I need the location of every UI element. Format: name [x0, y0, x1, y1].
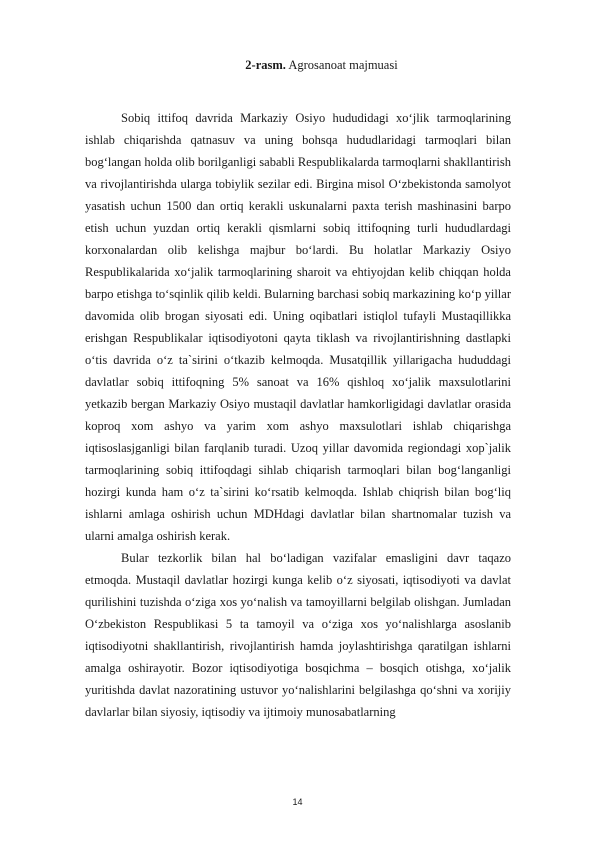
figure-caption-number: 2-rasm. — [245, 58, 286, 72]
paragraph: Bular tezkorlik bilan hal bo‘ladigan vazifalar emasligini davr taqazo etmoqda. Mustaqil davlatlar hozirgi kunga kelib o‘z siyosati, iqtisodiyoti va davlat qurilishini tuzishda o‘ziga xos yo‘nalish va tamoyillarni belgilab olishgan. Jumladan O‘zbekiston Respublikasi 5 ta tamoyil va o‘ziga xos yo‘nalishlarga asoslanib iqtisodiyotni shakllantirish, rivojlantirish hamda joylashtirishga qaratilgan ishlarni amalga oshirayotir. Bozor iqtisodiyotiga bosqichma – bosqich otishga, xo‘jalik yuritishda davlat nazoratining ustuvor yo‘nalishlarini belgilashga qo‘shni va xorijiy davlarlar bilan siyosiy, iqtisodiy va ijtimoiy munosabatlarning — [85, 551, 511, 719]
figure-caption-title: Agrosanoat majmuasi — [288, 58, 398, 72]
body-text — [85, 107, 511, 723]
figure-caption — [85, 56, 510, 74]
page-number: 14 — [292, 797, 303, 807]
paragraph: Sobiq ittifoq davrida Markaziy Osiyo hududidagi xo‘jlik tarmoqlarining ishlab chiqarishda qatnasuv va uning bohsqa hududlaridagi tarmoqlari bilan bog‘langan holda olib borilganligi sababli Respublikalarda tarmoqlarni shakllantirish va rivojlantirishda ularga tobiylik sezilar edi. Birgina misol O‘zbekistonda samolyot yasatish uchun 1500 dan ortiq kerakli uskunalarni paxta terish mashinasini barpo etish uchun yuzdan ortiq kerakli qismlarni sobiq ittifoqning turli hududlardagi korxonalardan olib kelishga majbur bo‘lardi. Bu holatlar Markaziy Osiyo Respublikalarida xo‘jalik tarmoqlarining sharoit va ehtiyojdan kelib chiqqan holda barpo etishga to‘sqinlik qilib keldi. Bularning barchasi sobiq markazining ko‘p yillar davomida olib brogan siyosati edi. Uning oqibatlari istiqlol tufayli Mustaqillikka erishgan Respublikalar iqtisodiyotoni qayta tiklash va rivojlantirishning dastlapki o‘tis davrida o‘z ta`sirini o‘tkazib kelmoqda. Musatqillik yillarigacha hududdagi davlatlar sobiq ittifoqning 5% sanoat va 16% qishloq xo‘jalik maxsulotlarini yetkazib bergan Markaziy Osiyo mustaqil davlatlar hamkorligidagi davlatlar orasida koproq xom ashyo va yarim xom ashyo maxsulotlari ishlab chiqarishga iqtisoslasjganligi bilan farqlanib turadi. Uzoq yillar davomida regiondagi xop`jalik tarmoqlarining sobiq ittifoqdagi sihlab chiqarish tarmoqlari bilan bog‘langanligi hozirgi kunda ham o‘z ta`sirini ko‘rsatib kelmoqda. Ishlab chiqrish bilan bog‘liq ishlarni amlaga oshirish uchun MDHdagi davlatlar bilan shartnomalar tuzish va ularni amalga oshirish kerak. — [85, 111, 511, 543]
